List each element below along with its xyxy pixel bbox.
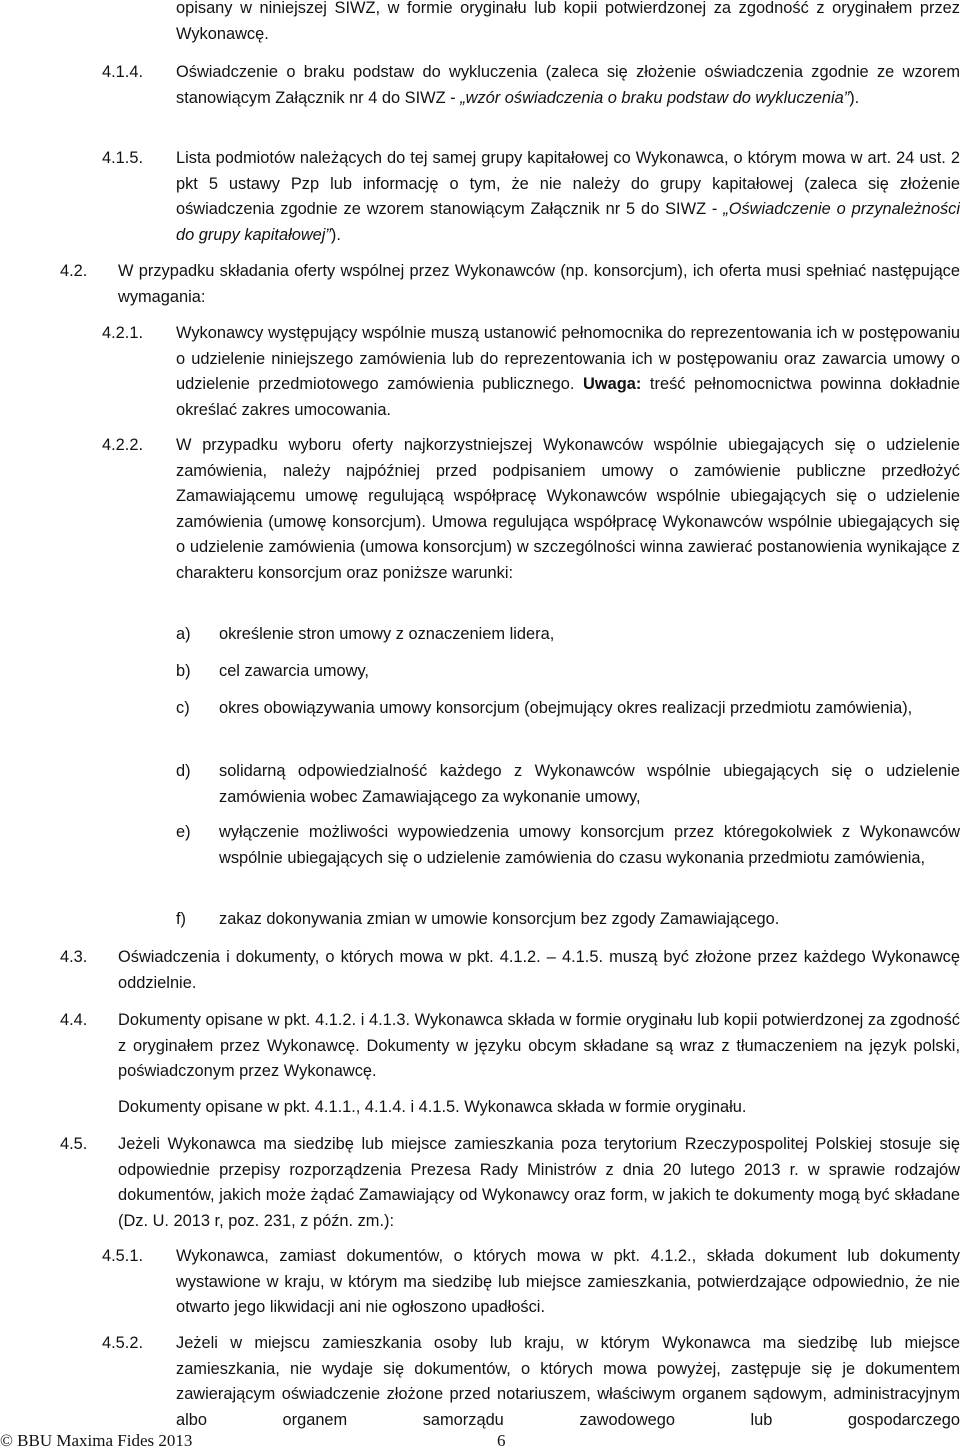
- item-number: 4.2.2.: [102, 436, 144, 454]
- list-marker: d): [176, 762, 191, 780]
- footer-brand: © BBU Maxima Fides 2013: [0, 1431, 193, 1450]
- section-text-note: Dokumenty opisane w pkt. 4.1.1., 4.1.4. i 4.1.5. Wykonawca składa w formie oryginału.: [118, 1098, 747, 1116]
- page-number: 6: [497, 1431, 506, 1450]
- item-text-main: Wykonawcy występujący wspólnie muszą ustanowić pełnomocnika do reprezentowania ich w postępowaniu o udzielenie niniejszego zamówienia lub do reprezentowania ich w postępowaniu oraz zawarcia umowy o udzielenie przedmiotowego zamówienia publicznego.: [176, 324, 960, 394]
- list-marker: e): [176, 823, 191, 841]
- page-footer: [0, 1430, 520, 1452]
- list-item: cel zawarcia umowy,: [219, 662, 369, 680]
- item-text: [176, 321, 960, 423]
- list-marker: b): [176, 662, 191, 680]
- item-text-main: Oświadczenie o braku podstaw do wykluczenia (zaleca się złożenie oświadczenia zgodnie ze wzorem stanowiącym Załącznik nr 4 do SIWZ -: [176, 63, 960, 107]
- section-text: Oświadczenia i dokumenty, o których mowa w pkt. 4.1.2. – 4.1.5. muszą być złożone przez każdego Wykonawcę oddzielnie.: [118, 948, 960, 992]
- section-number: 4.2.: [60, 262, 88, 280]
- item-text-end: treść pełnomocnictwa powinna dokładnie określać zakres umocowania.: [176, 375, 960, 419]
- item-text: Wykonawca, zamiast dokumentów, o których mowa w pkt. 4.1.2., składa dokument lub dokumenty wystawione w kraju, w którym ma siedzibę lub miejsce zamieszkania, potwierdzające odpowiednio, że nie otwarto jego likwidacji ani nie ogłoszono upadłości.: [176, 1247, 960, 1317]
- list-item: wyłączenie możliwości wypowiedzenia umowy konsorcjum przez któregokolwiek z Wykonawców wspólnie ubiegających się o udzielenie zamówienia do czasu wykonania przedmiotu zamówienia,: [219, 823, 960, 867]
- item-number: 4.5.1.: [102, 1247, 144, 1265]
- list-item: okres obowiązywania umowy konsorcjum (obejmujący okres realizacji przedmiotu zamówienia),: [219, 699, 913, 717]
- item-number: 4.1.4.: [102, 63, 144, 81]
- item-number: 4.2.1.: [102, 324, 144, 342]
- item-text: [176, 60, 960, 111]
- section-number: 4.3.: [60, 948, 88, 966]
- item-text-end: ).: [849, 88, 860, 107]
- list-marker: c): [176, 699, 190, 717]
- note-label: Uwaga:: [583, 375, 642, 394]
- item-text-end: ).: [330, 225, 341, 244]
- item-text: W przypadku wyboru oferty najkorzystniejszej Wykonawców wspólnie ubiegających się o udzielenie zamówienia, należy najpóźniej przed podpisaniem umowy o zamówienie publiczne przedłożyć Zamawiającemu umowę regulującą współpracę Wykonawców wspólnie ubiegających się o udzielenie zamówienia (umowę konsorcjum). Umowa regulująca współpracę Wykonawców wspólnie ubiegających się o udzielenie zamówienia (umowa konsorcjum) w szczególności winna zawierać postanowienia wynikające z charakteru konsorcjum oraz poniższe warunki:: [176, 436, 960, 582]
- list-marker: a): [176, 625, 191, 643]
- item-text-main: Lista podmiotów należących do tej samej grupy kapitałowej co Wykonawca, o którym mowa w art. 24 ust. 2 pkt 5 ustawy Pzp lub informację o tym, że nie należy do grupy kapitałowej (zaleca się złożenie oświadczenia zgodnie ze wzorem stanowiącym Załącznik nr 5 do SIWZ -: [176, 149, 960, 219]
- section-text: Jeżeli Wykonawca ma siedzibę lub miejsce zamieszkania poza terytorium Rzeczypospolitej Polskiej stosuje się odpowiednie przepisy rozporządzenia Prezesa Rady Ministrów z dnia 20 lutego 2013 r. w sprawie rodzajów dokumentów, jakich może żądać Zamawiający od Wykonawcy oraz form, w jakich te dokumenty mogą być składane (Dz. U. 2013 r, poz. 231, z późn. zm.):: [118, 1135, 960, 1230]
- text-continuation: opisany w niniejszej SIWZ, w formie oryginału lub kopii potwierdzonej za zgodność z oryginałem przez Wykonawcę.: [176, 0, 960, 43]
- item-text: [176, 146, 960, 248]
- section-text: W przypadku składania oferty wspólnej przez Wykonawców (np. konsorcjum), ich oferta musi spełniać następujące wymagania:: [118, 262, 960, 306]
- item-text-italic: „wzór oświadczenia o braku podstaw do wykluczenia”: [460, 88, 850, 107]
- list-item: zakaz dokonywania zmian w umowie konsorcjum bez zgody Zamawiającego.: [219, 910, 780, 928]
- item-text-italic: „Oświadczenie o przynależności do grupy kapitałowej”: [176, 200, 960, 244]
- section-text: Dokumenty opisane w pkt. 4.1.2. i 4.1.3. Wykonawca składa w formie oryginału lub kopii potwierdzonej za zgodność z oryginałem przez Wykonawcę. Dokumenty w języku obcym składane są wraz z tłumaczeniem na język polski, poświadczonym przez Wykonawcę.: [118, 1011, 960, 1081]
- item-number: 4.1.5.: [102, 149, 144, 167]
- list-item: solidarną odpowiedzialność każdego z Wykonawców wspólnie ubiegających się o udzielenie zamówienia wobec Zamawiającego za wykonanie umowy,: [219, 762, 960, 806]
- item-number: 4.5.2.: [102, 1334, 144, 1352]
- item-text: Jeżeli w miejscu zamieszkania osoby lub kraju, w którym Wykonawca ma siedzibę lub miejsce zamieszkania, nie wydaje się dokumentów, o których mowa powyżej, zastępuje się je dokumentem zawierającym oświadczenie złożone przed notariuszem, właściwym organem sądowym, administracyjnym albo organem samorządu zawodowego lub gospodarczego: [176, 1334, 960, 1429]
- section-number: 4.5.: [60, 1135, 88, 1153]
- list-item: określenie stron umowy z oznaczeniem lidera,: [219, 625, 555, 643]
- list-marker: f): [176, 910, 187, 928]
- section-number: 4.4.: [60, 1011, 88, 1029]
